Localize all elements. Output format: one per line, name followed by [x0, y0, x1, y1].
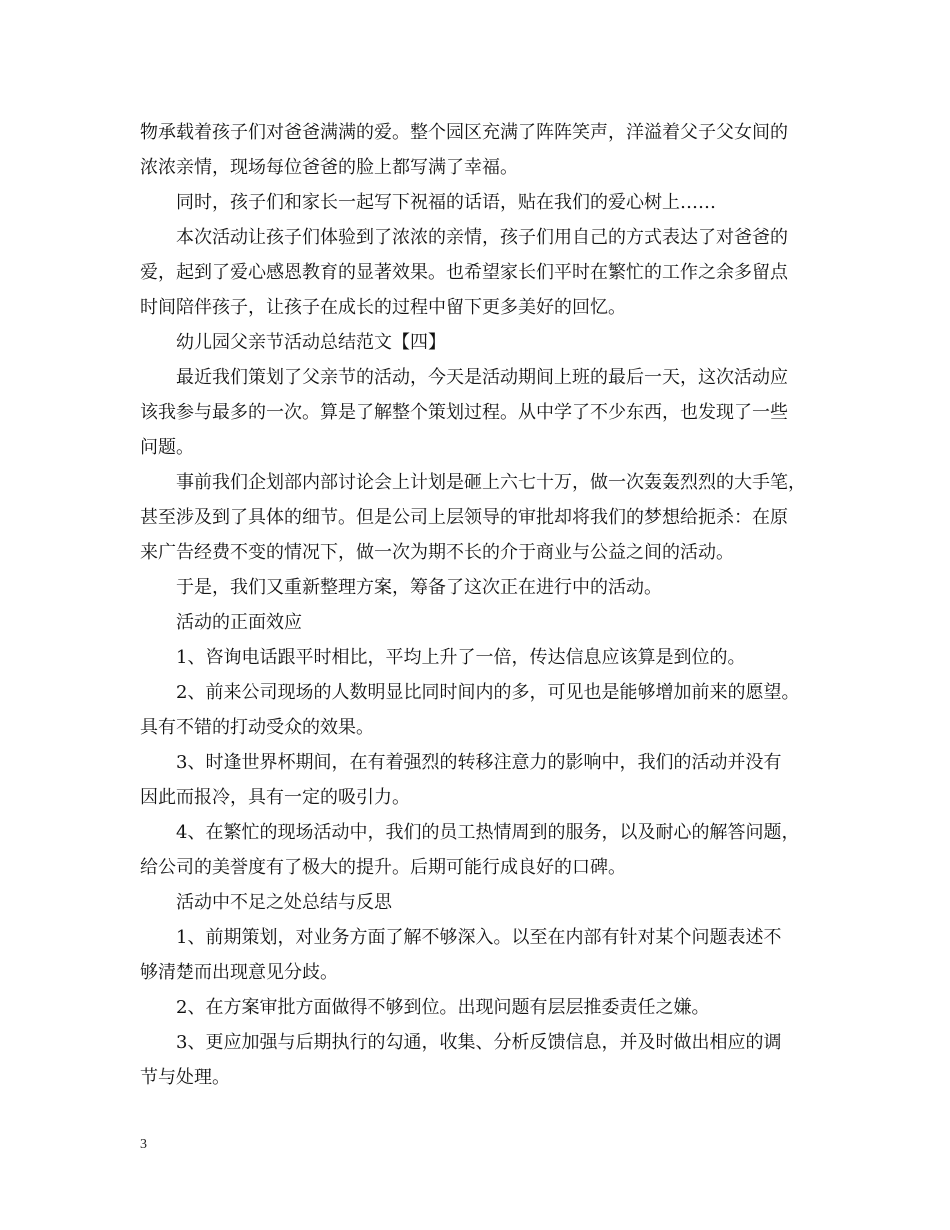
text-line: 因此而报冷，具有一定的吸引力。	[140, 787, 410, 808]
list-item: 1、前期策划，对业务方面了解不够深入。以至在内部有针对某个问题表述不	[176, 927, 782, 948]
page-number: 3	[140, 1137, 147, 1152]
text-line: 浓浓亲情，现场每位爸爸的脸上都写满了幸福。	[140, 157, 518, 178]
text-line: 物承载着孩子们对爸爸满满的爱。整个园区充满了阵阵笑声，洋溢着父子父女间的	[140, 122, 788, 143]
text-line: 事前我们企划部内部讨论会上计划是砸上六七十万，做一次轰轰烈烈的大手笔，	[176, 472, 806, 493]
subsection-heading: 活动的正面效应	[176, 612, 302, 633]
text-line: 最近我们策划了父亲节的活动，今天是活动期间上班的最后一天，这次活动应	[176, 367, 788, 388]
text-line: 同时，孩子们和家长一起写下祝福的话语，贴在我们的爱心树上……	[176, 192, 716, 213]
text-line: 爱，起到了爱心感恩教育的显著效果。也希望家长们平时在繁忙的工作之余多留点	[140, 262, 788, 283]
list-item: 2、在方案审批方面做得不够到位。出现问题有层层推委责任之嫌。	[176, 997, 710, 1018]
list-item: 3、时逢世界杯期间，在有着强烈的转移注意力的影响中，我们的活动并没有	[176, 752, 782, 773]
text-line: 具有不错的打动受众的效果。	[140, 717, 374, 738]
list-item: 3、更应加强与后期执行的勾通，收集、分析反馈信息，并及时做出相应的调	[176, 1032, 782, 1053]
list-item: 2、前来公司现场的人数明显比同时间内的多，可见也是能够增加前来的愿望。	[176, 682, 800, 703]
text-line: 问题。	[140, 437, 194, 458]
list-item: 4、在繁忙的现场活动中，我们的员工热情周到的服务，以及耐心的解答问题，	[176, 822, 800, 843]
text-line: 本次活动让孩子们体验到了浓浓的亲情，孩子们用自己的方式表达了对爸爸的	[176, 227, 788, 248]
list-item: 1、咨询电话跟平时相比，平均上升了一倍，传达信息应该算是到位的。	[176, 647, 746, 668]
text-line: 来广告经费不变的情况下，做一次为期不长的介于商业与公益之间的活动。	[140, 542, 734, 563]
subsection-heading: 活动中不足之处总结与反思	[176, 892, 392, 913]
text-line: 甚至涉及到了具体的细节。但是公司上层领导的审批却将我们的梦想给扼杀：在原	[140, 507, 788, 528]
text-line: 够清楚而出现意见分歧。	[140, 962, 338, 983]
text-line: 节与处理。	[140, 1067, 230, 1088]
text-line: 时间陪伴孩子，让孩子在成长的过程中留下更多美好的回忆。	[140, 297, 626, 318]
text-line: 给公司的美誉度有了极大的提升。后期可能行成良好的口碑。	[140, 857, 626, 878]
text-line: 该我参与最多的一次。算是了解整个策划过程。从中学了不少东西，也发现了一些	[140, 402, 788, 423]
text-line: 于是，我们又重新整理方案，筹备了这次正在进行中的活动。	[176, 577, 662, 598]
section-heading: 幼儿园父亲节活动总结范文【四】	[176, 332, 446, 353]
body-text	[140, 115, 820, 1095]
